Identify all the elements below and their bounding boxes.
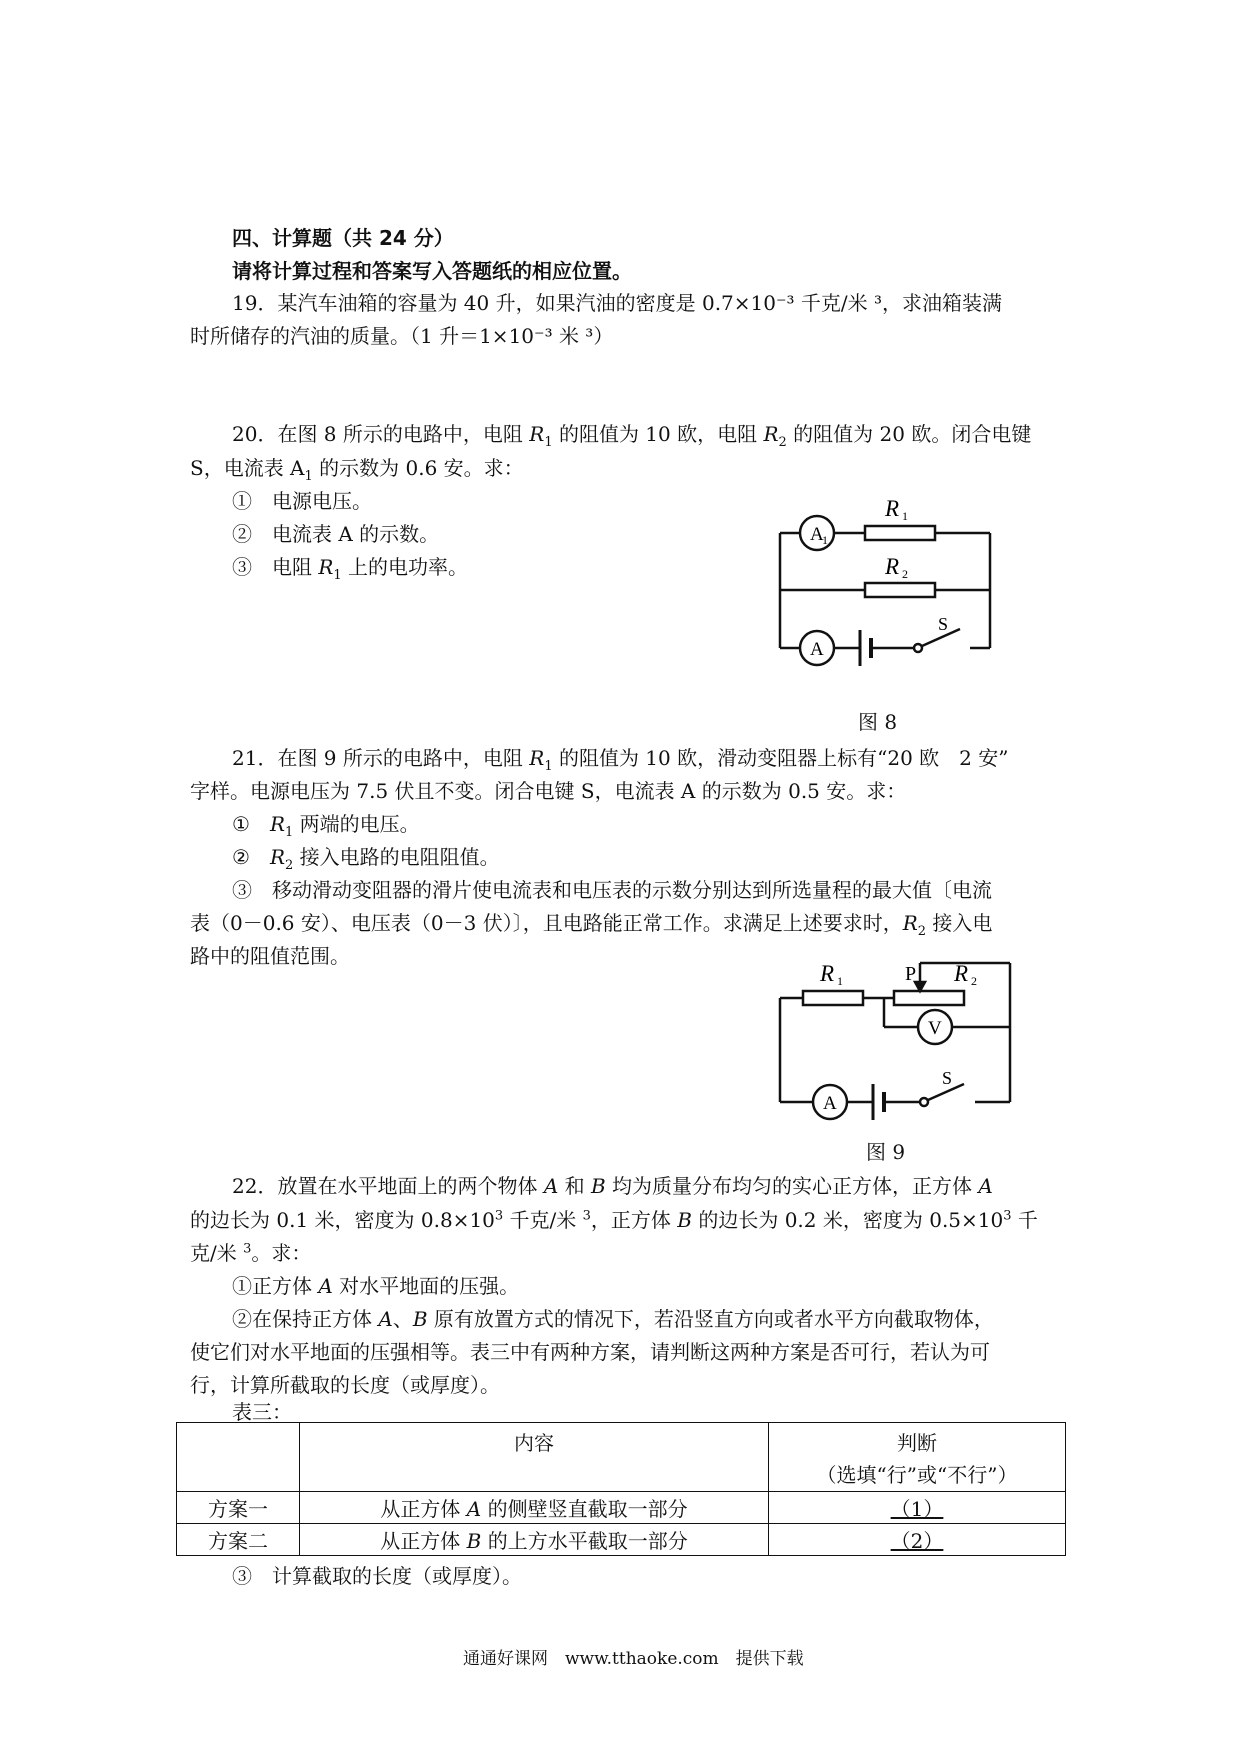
table-row-label: 方案二 — [177, 1524, 300, 1556]
q21-item3-line2: 表（0－0.6 安）、电压表（0－3 伏）〕，且电路能正常工作。求满足上述要求时，$R_2$ 接入电 — [190, 911, 993, 939]
q22-line1: 22．放置在水平地面上的两个物体 A 和 B 均为质量分布均匀的实心正方体，正方体 A — [232, 1174, 993, 1198]
q19-line1: 19．某汽车油箱的容量为 40 升，如果汽油的密度是 0.7×10⁻³ 千克/米 ³，求油箱装满 — [232, 291, 1003, 315]
table-row-label: 方案一 — [177, 1492, 300, 1524]
q20-item1: ① 电源电压。 — [232, 489, 372, 513]
table-row — [177, 1492, 1066, 1524]
footer-credit: 通通好课网 www.tthaoke.com 提供下载 — [463, 1649, 804, 1669]
q22-item3: ③ 计算截取的长度（或厚度）。 — [232, 1564, 522, 1588]
rheostat-r2-sub: 2 — [971, 974, 977, 988]
q20-line1: 20．在图 8 所示的电路中，电阻 $R_1$ 的阻值为 10 欧，电阻 $R_2$ 的阻值为 20 欧。闭合电键 — [232, 422, 1032, 450]
q21-item3-line1: ③ 移动滑动变阻器的滑片使电流表和电压表的示数分别达到所选量程的最大值〔电流 — [232, 878, 992, 902]
q20-item3: ③ 电阻 $R_1$ 上的电功率。 — [232, 555, 469, 583]
resistor-r1-sub: 1 — [837, 974, 843, 988]
figure-9-caption: 图 9 — [866, 1140, 906, 1164]
table-header-judge-line1: 判断 — [897, 1431, 937, 1455]
table-header-judge — [769, 1423, 1066, 1492]
q20-item2: ② 电流表 A 的示数。 — [232, 522, 440, 546]
ammeter-a-label: A — [823, 1093, 837, 1114]
table-header-empty — [177, 1423, 300, 1492]
table-three — [176, 1422, 1066, 1556]
q21-item3-line3: 路中的阻值范围。 — [190, 944, 350, 968]
rheostat-r2-label: R — [954, 961, 969, 986]
switch-s-label: S — [938, 614, 949, 634]
section-instruction: 请将计算过程和答案写入答题纸的相应位置。 — [232, 259, 632, 283]
ammeter-a-label: A — [810, 639, 824, 660]
resistor-r1-icon — [803, 991, 863, 1005]
table-header-judge-line2: （选填“行”或“不行”） — [816, 1463, 1018, 1487]
q21-item2: ② $R_2$ 接入电路的电阻阻值。 — [232, 845, 500, 873]
figure-8-circuit — [770, 496, 1000, 668]
section-heading: 四、计算题（共 24 分） — [232, 226, 454, 250]
resistor-r1-icon — [865, 526, 935, 540]
table-row — [177, 1524, 1066, 1556]
resistor-r1-label: R — [885, 496, 900, 521]
voltmeter-v-label: V — [928, 1018, 942, 1039]
switch-s-icon — [914, 644, 922, 652]
q19-line2: 时所储存的汽油的质量。（1 升＝1×10⁻³ 米 ³） — [190, 324, 614, 348]
resistor-r1-label: R — [820, 961, 835, 986]
q21-line1: 21．在图 9 所示的电路中，电阻 $R_1$ 的阻值为 10 欧，滑动变阻器上标有“20 欧 2 安” — [232, 746, 1009, 774]
table-three-title: 表三： — [232, 1400, 292, 1424]
switch-s-icon — [920, 1098, 928, 1106]
figure-8-caption: 图 8 — [858, 710, 898, 734]
q20-line2: S，电流表 $A_1$ 的示数为 0.6 安。求： — [190, 456, 524, 484]
switch-s-label: S — [942, 1068, 953, 1088]
q22-item1: ①正方体 A 对水平地面的压强。 — [232, 1274, 520, 1298]
table-row-blank[interactable]: （1） — [769, 1492, 1066, 1524]
resistor-r2-sub: 2 — [902, 567, 908, 581]
q21-item1: ① $R_1$ 两端的电压。 — [232, 812, 420, 840]
q22-item2-line1: ②在保持正方体 A、B 原有放置方式的情况下，若沿竖直方向或者水平方向截取物体， — [232, 1307, 994, 1331]
resistor-r1-sub: 1 — [902, 509, 908, 523]
q22-line3: 克/米 $^3$。求： — [190, 1241, 312, 1265]
table-header-row — [177, 1423, 1066, 1492]
resistor-r2-label: R — [885, 554, 900, 579]
table-row-content: 从正方体 B 的上方水平截取一部分 — [300, 1524, 769, 1556]
q22-item2-line3: 行，计算所截取的长度（或厚度）。 — [190, 1373, 500, 1397]
rheostat-r2-icon — [894, 991, 964, 1005]
q21-line2: 字样。电源电压为 7.5 伏且不变。闭合电键 S，电流表 A 的示数为 0.5 安。求： — [190, 779, 907, 803]
table-row-blank[interactable]: （2） — [769, 1524, 1066, 1556]
figure-9-circuit — [770, 950, 1020, 1128]
resistor-r2-icon — [865, 583, 935, 597]
slider-p-label: P — [905, 963, 917, 985]
table-row-content: 从正方体 A 的侧壁竖直截取一部分 — [300, 1492, 769, 1524]
ammeter-a1-label: A — [810, 524, 824, 545]
q22-line2: 的边长为 0.1 米，密度为 $0.8\times 10^3$ 千克/米 $^3$，正方体 B 的边长为 0.2 米，密度为 $0.5\times 10^3$ 千 — [190, 1208, 1038, 1232]
table-header-content: 内容 — [300, 1423, 769, 1492]
q22-item2-line2: 使它们对水平地面的压强相等。表三中有两种方案，请判断这两种方案是否可行，若认为可 — [190, 1340, 990, 1364]
ammeter-a1-sub: 1 — [822, 533, 828, 547]
